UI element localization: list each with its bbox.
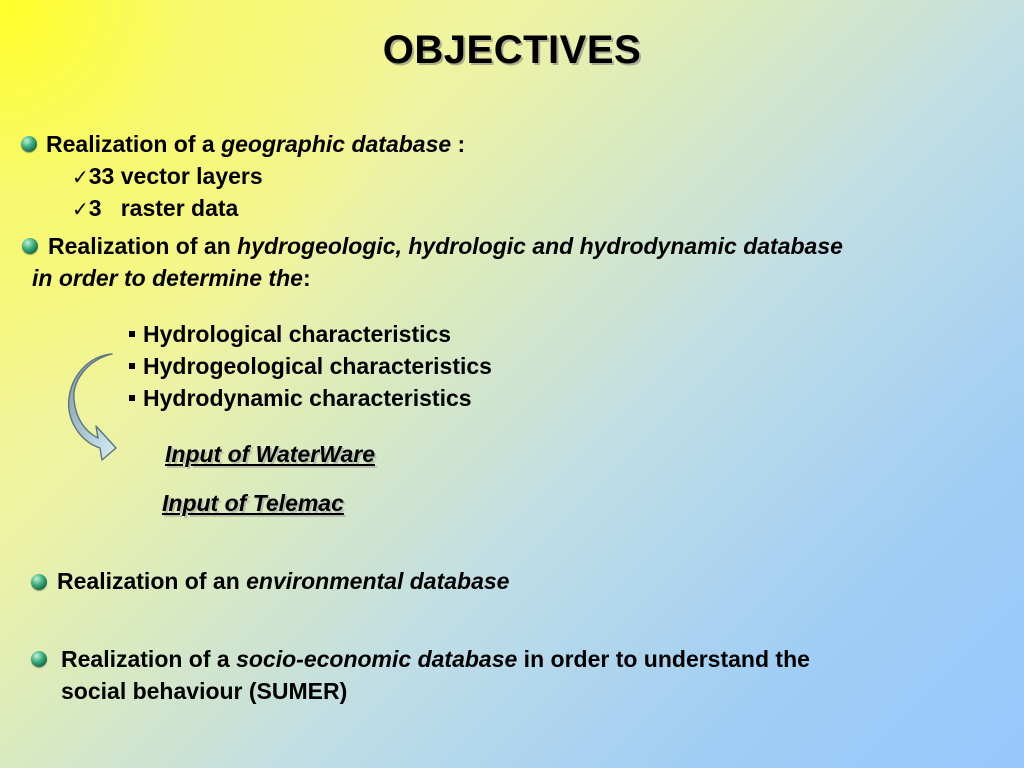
item-italic-text: socio-economic database bbox=[236, 646, 518, 672]
item-hydro-database-line1 bbox=[48, 231, 843, 261]
item-prefix: Realization of a bbox=[46, 131, 222, 157]
green-ball-bullet-icon bbox=[31, 651, 47, 667]
check-item-raster-data bbox=[72, 193, 238, 224]
square-bullet-icon bbox=[129, 395, 135, 401]
green-ball-bullet-icon bbox=[22, 238, 38, 254]
checkmark-icon: ✓ bbox=[72, 165, 89, 189]
check-item-text: 3 raster data bbox=[88, 195, 239, 221]
link-input-of-waterware[interactable]: Input of WaterWare bbox=[165, 441, 375, 467]
square-bullet-icon bbox=[129, 363, 135, 369]
item-geographic-database bbox=[46, 129, 465, 159]
check-item-vector-layers bbox=[72, 161, 263, 192]
item-italic-text: geographic database bbox=[221, 131, 452, 157]
item-italic-text: hydrogeologic, hydrologic and hydrodynamic database bbox=[237, 233, 843, 259]
sub-item-text: Hydrodynamic characteristics bbox=[143, 385, 472, 411]
curved-arrow-icon bbox=[68, 352, 120, 464]
link-input-of-telemac[interactable]: Input of Telemac bbox=[162, 490, 344, 516]
item-socio-economic-database-line2: social behaviour (SUMER) bbox=[61, 678, 348, 704]
item-prefix: Realization of an bbox=[57, 568, 247, 594]
item-italic-text: in order to determine the bbox=[32, 265, 303, 291]
sub-item-text: Hydrological characteristics bbox=[143, 321, 452, 347]
item-suffix: in order to understand the bbox=[517, 646, 810, 672]
item-environmental-database bbox=[57, 566, 509, 596]
square-bullet-icon bbox=[129, 331, 135, 337]
item-italic-text: environmental database bbox=[246, 568, 510, 594]
sub-item-hydrodynamic bbox=[129, 383, 472, 413]
item-hydro-database-line2 bbox=[32, 263, 311, 293]
sub-item-hydrological bbox=[129, 319, 451, 349]
green-ball-bullet-icon bbox=[31, 574, 47, 590]
green-ball-bullet-icon bbox=[21, 136, 37, 152]
check-item-text: 33 vector layers bbox=[88, 163, 263, 189]
item-suffix: : bbox=[302, 265, 311, 291]
checkmark-icon: ✓ bbox=[72, 197, 89, 221]
sub-item-hydrogeological bbox=[129, 351, 492, 381]
sub-item-text: Hydrogeological characteristics bbox=[143, 353, 492, 379]
item-prefix: Realization of an bbox=[48, 233, 238, 259]
item-prefix: Realization of a bbox=[61, 646, 237, 672]
slide-title: OBJECTIVES bbox=[382, 28, 642, 72]
item-suffix: : bbox=[451, 131, 466, 157]
item-socio-economic-database-line1 bbox=[61, 644, 810, 674]
